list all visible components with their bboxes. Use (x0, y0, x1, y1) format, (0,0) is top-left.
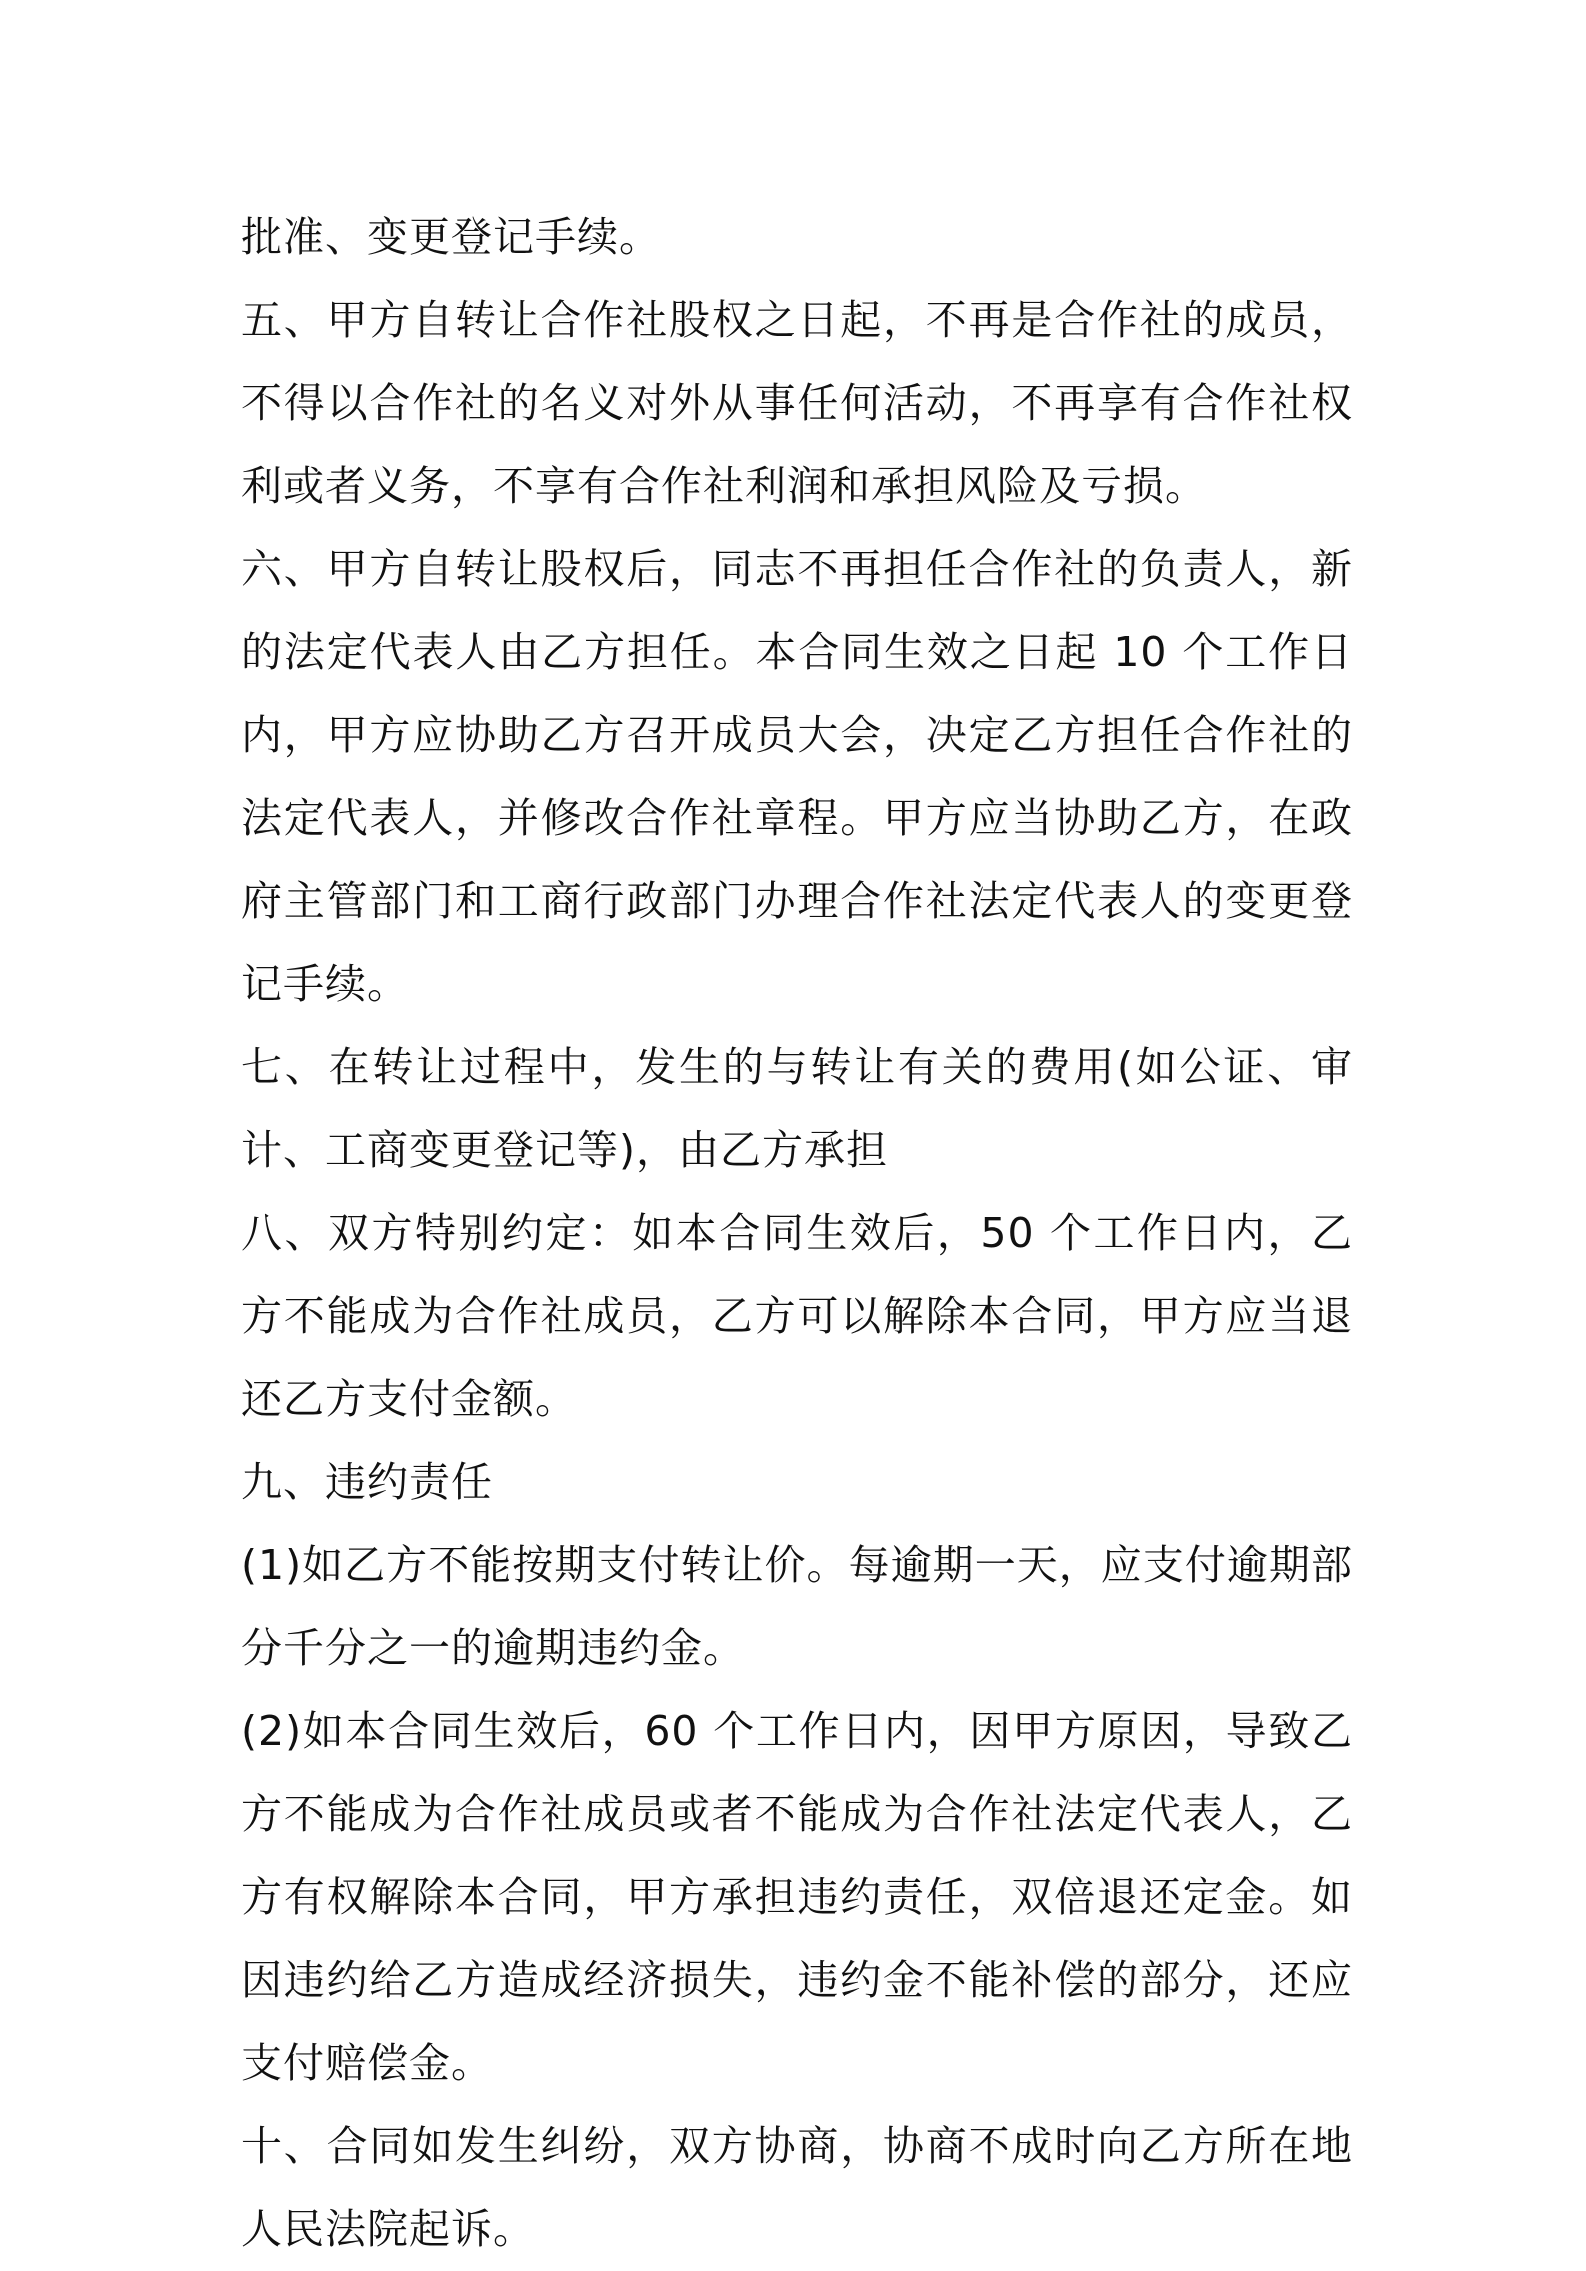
paragraph-clause-9-heading: 九、违约责任 (241, 1458, 493, 1506)
paragraph-clause-5: 五、甲方自转让合作社股权之日起，不再是合作社的成员，不得以合作社的名义对外从事任何活动，不再享有合作社权利或者义务，不享有合作社利润和承担风险及亏损。 (241, 296, 1353, 510)
paragraph-clause-10: 十、合同如发生纠纷，双方协商，协商不成时向乙方所在地人民法院起诉。 (241, 2122, 1353, 2253)
paragraph-clause-9-item-2: (2)如本合同生效后，60 个工作日内，因甲方原因，导致乙方不能成为合作社成员或者不能成为合作社法定代表人，乙方有权解除本合同，甲方承担违约责任，双倍退还定金。如因违约给乙方造成经济损失，违约金不能补偿的部分，还应支付赔偿金。 (241, 1707, 1353, 2087)
paragraph-clause-9-item-1: (1)如乙方不能按期支付转让价。每逾期一天，应支付逾期部分千分之一的逾期违约金。 (241, 1541, 1353, 1672)
paragraph-clause-8: 八、双方特别约定：如本合同生效后，50 个工作日内，乙方不能成为合作社成员，乙方可以解除本合同，甲方应当退还乙方支付金额。 (241, 1209, 1353, 1423)
document-body (241, 196, 1353, 2271)
paragraph-approval-continuation: 批准、变更登记手续。 (241, 213, 661, 261)
paragraph-clause-7: 七、在转让过程中，发生的与转让有关的费用(如公证、审计、工商变更登记等)，由乙方承担 (241, 1043, 1353, 1174)
paragraph-clause-6: 六、甲方自转让股权后，同志不再担任合作社的负责人，新的法定代表人由乙方担任。本合同生效之日起 10 个工作日内，甲方应协助乙方召开成员大会，决定乙方担任合作社的法定代表人，并修改合作社章程。甲方应当协助乙方，在政府主管部门和工商行政部门办理合作社法定代表人的变更登记手续。 (241, 545, 1353, 1008)
